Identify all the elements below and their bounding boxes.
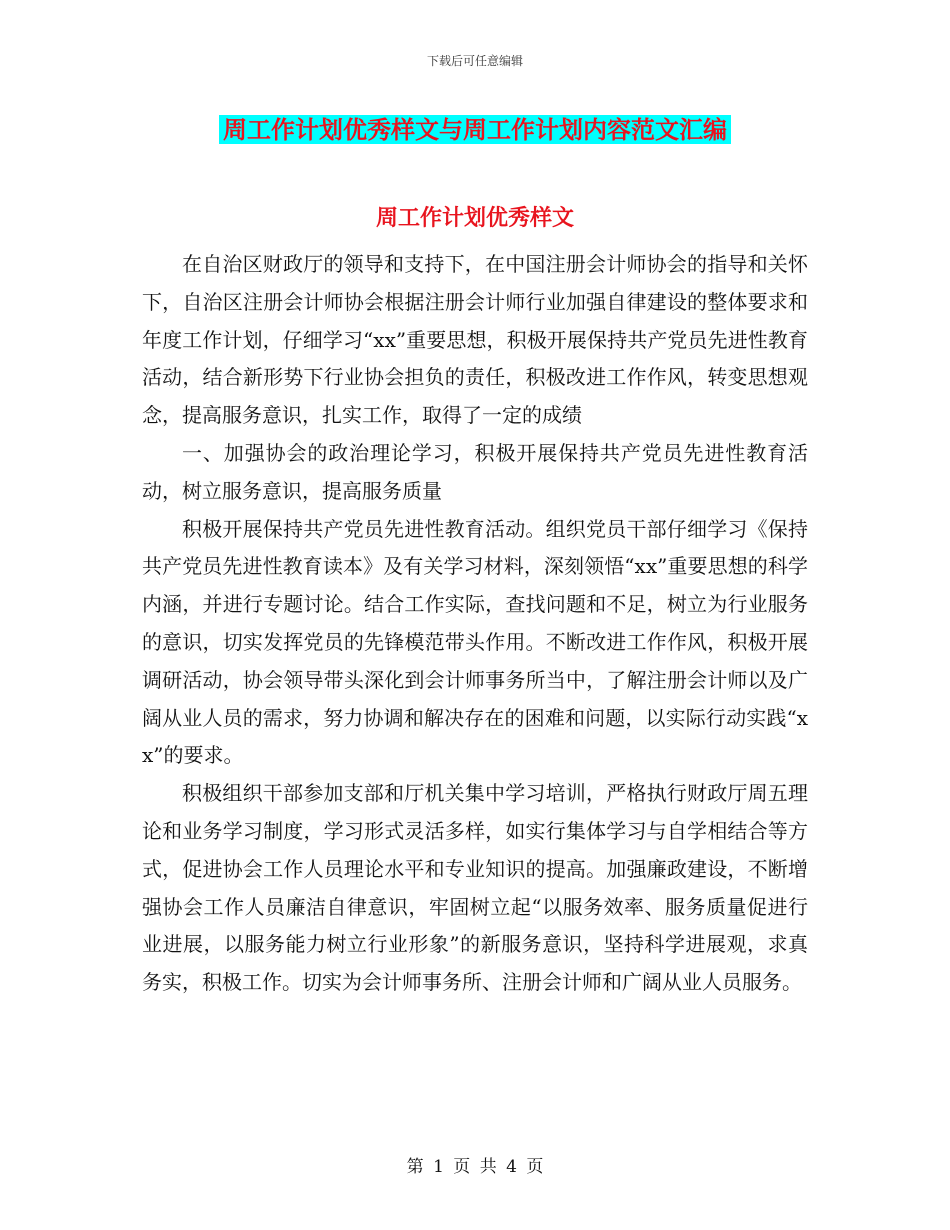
header-note: 下载后可任意编辑 bbox=[426, 54, 523, 68]
document-title bbox=[0, 113, 950, 147]
section-title: 周工作计划优秀样文 bbox=[375, 205, 574, 231]
paragraph: 积极开展保持共产党员先进性教育活动。组织党员干部仔细学习《保持共产党员先进性教育读本》及有关学习材料，深刻领悟“xx”重要思想的科学内涵，并进行专题讨论。结合工作实际，查找问题和不足，树立为行业服务的意识，切实发挥党员的先锋模范带头作用。不断改进工作作风，积极开展调研活动，协会领导带头深化到会计师事务所当中，了解注册会计师以及广阔从业人员的需求，努力协调和解决存在的困难和问题，以实际行动实践“xx”的要求。 bbox=[142, 516, 808, 768]
paragraph: 在自治区财政厅的领导和支持下，在中国注册会计师协会的指导和关怀下，自治区注册会计师协会根据注册会计师行业加强自律建设的整体要求和年度工作计划，仔细学习“xx”重要思想，积极开展保持共产党员先进性教育活动，结合新形势下行业协会担负的责任，积极改进工作作风，转变思想观念，提高服务意识，扎实工作，取得了一定的成绩 bbox=[142, 252, 808, 428]
document-title-text: 周工作计划优秀样文与周工作计划内容范文汇编 bbox=[219, 115, 731, 144]
paragraph: 一、加强协会的政治理论学习，积极开展保持共产党员先进性教育活动，树立服务意识，提高服务质量 bbox=[142, 440, 808, 503]
paragraph: 积极组织干部参加支部和厅机关集中学习培训，严格执行财政厅周五理论和业务学习制度，学习形式灵活多样，如实行集体学习与自学相结合等方式，促进协会工作人员理论水平和专业知识的提高。加强廉政建设，不断增强协会工作人员廉洁自律意识，牢固树立起“以服务效率、服务质量促进行业进展，以服务能力树立行业形象”的新服务意识，坚持科学进展观，求真务实，积极工作。切实为会计师事务所、注册会计师和广阔从业人员服务。 bbox=[142, 781, 808, 995]
document-body bbox=[142, 246, 808, 1002]
page-footer: 第 1 页 共 4 页 bbox=[406, 1157, 544, 1177]
